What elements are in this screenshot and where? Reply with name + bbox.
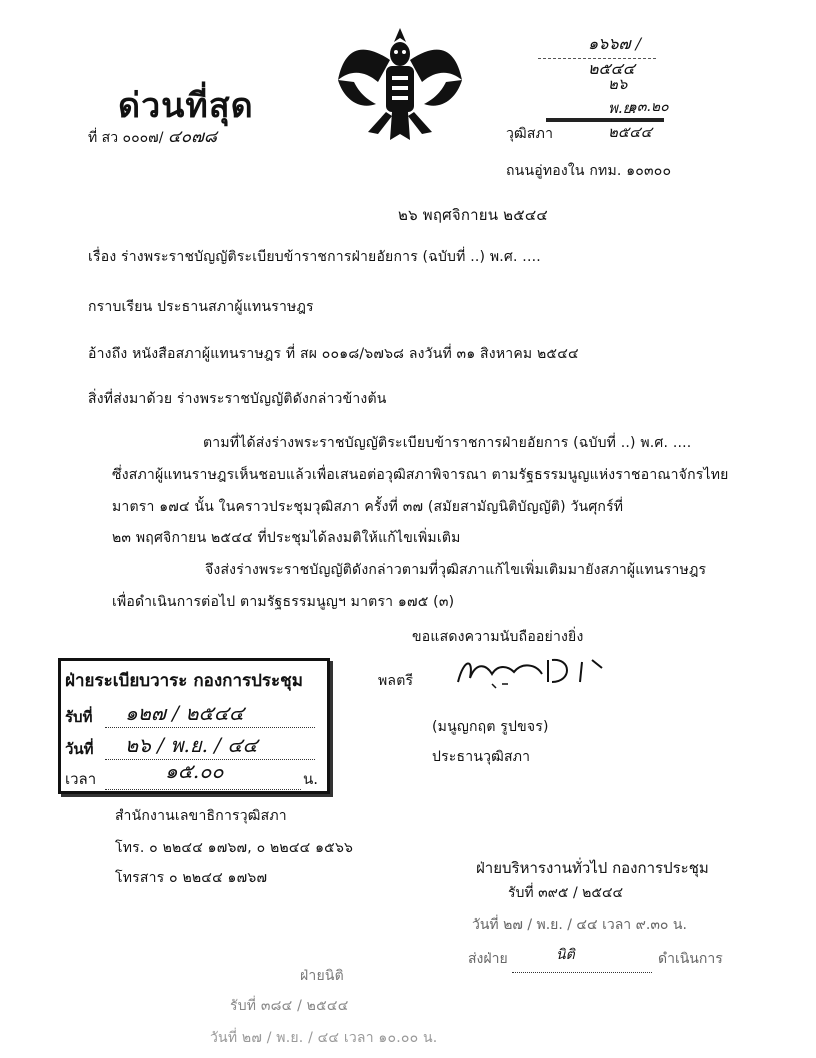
signer-rank: พลตรี <box>378 673 414 689</box>
closing: ขอแสดงความนับถืออย่างยิ่ง <box>412 629 584 645</box>
legal-division-stamp <box>210 965 470 1055</box>
urgency-heading: ด่วนที่สุด <box>118 86 254 126</box>
reference-line: อ้างถึง หนังสือสภาผู้แทนราษฎร ที่ สผ ๐๐๑๘/๖๗๖๘ ลงวันที่ ๓๑ สิงหาคม ๒๕๔๔ <box>88 346 579 362</box>
salutation: กราบเรียน ประธานสภาผู้แทนราษฎร <box>88 299 314 315</box>
admin-stamp-datetime: วันที่ ๒๗ / พ.ย. / ๔๔ เวลา ๙.๓๐ น. <box>472 917 687 933</box>
body-p1-line1: ตามที่ได้ส่งร่างพระราชบัญญัติระเบียบข้าราชการฝ่ายอัยการ (ฉบับที่ ..) พ.ศ. .... <box>203 435 692 451</box>
receipt-label: รับที่ <box>65 708 93 726</box>
legal-stamp-received: รับที่ ๓๘๔ / ๒๕๔๔ <box>230 998 349 1014</box>
footer-phone: โทร. ๐ ๒๒๔๔ ๑๗๖๗, ๐ ๒๒๔๔ ๑๕๖๖ <box>115 840 354 856</box>
receipt-number: ๑๒๗ / ๒๕๔๔ <box>125 701 244 725</box>
body-p1-line3: มาตรา ๑๗๔ นั้น ในคราวประชุมวุฒิสภา ครั้งที่ ๓๗ (สมัยสามัญนิติบัญญัติ) วันศุกร์ที่ <box>112 499 624 515</box>
time-suffix: น. <box>303 770 319 788</box>
receipt-time: ๑๕.๐๐ <box>165 759 224 783</box>
admin-assign-suffix: ดำเนินการ <box>658 951 723 967</box>
admin-stamp-title: ฝ่ายบริหารงานทั่วไป กองการประชุม <box>476 859 709 877</box>
stamp-date: ๒๖ พ.ย. ๒๕๔๔ <box>608 75 652 141</box>
enclosure-line: สิ่งที่ส่งมาด้วย ร่างพระราชบัญญัติดังกล่าวข้างต้น <box>88 391 387 407</box>
handwritten-signature <box>452 652 622 692</box>
legal-stamp-title: ฝ่ายนิติ <box>300 968 344 984</box>
time-label: เวลา <box>65 770 97 788</box>
ref-prefix: ที่ สว ๐๐๐๗/ <box>88 130 164 146</box>
signer-name: (มนูญกฤต รูปขจร) <box>432 719 549 735</box>
ref-number-handwritten: ๔๐๗๘ <box>167 127 218 147</box>
sender-org: วุฒิสภา <box>506 126 554 142</box>
admin-assign-label: ส่งฝ่าย <box>468 951 508 967</box>
general-admin-stamp <box>468 852 728 992</box>
garuda-emblem <box>330 20 470 150</box>
stamp-time: ๑๓.๒๐ <box>628 99 669 115</box>
date-label: วันที่ <box>65 740 94 758</box>
legal-stamp-datetime: วันที่ ๒๗ / พ.ย. / ๔๔ เวลา ๑๐.๐๐ น. <box>210 1030 438 1046</box>
stamp-number: ๑๖๖๗ /๒๕๔๔ <box>588 34 641 78</box>
body-p1-line4: ๒๓ พฤศจิกายน ๒๕๔๔ ที่ประชุมได้ลงมติให้แก้ไขเพิ่มเติม <box>112 530 461 546</box>
sender-address: ถนนอู่ทองใน กทม. ๑๐๓๐๐ <box>506 163 672 179</box>
body-p2-line1: จึงส่งร่างพระราชบัญญัติดังกล่าวตามที่วุฒิสภาแก้ไขเพิ่มเติมมายังสภาผู้แทนราษฎร <box>205 562 707 578</box>
admin-assign-value: นิติ <box>556 947 575 963</box>
body-p1-line2: ซึ่งสภาผู้แทนราษฎรเห็นชอบแล้วเพื่อเสนอต่อวุฒิสภาพิจารณา ตามรัฐธรรมนูญแห่งราชอาณาจักรไทย <box>112 467 729 483</box>
receipt-stamp-title: ฝ่ายระเบียบวาระ กองการประชุม <box>65 671 303 691</box>
signer-title: ประธานวุฒิสภา <box>432 749 531 765</box>
footer-fax: โทรสาร ๐ ๒๒๔๔ ๑๗๖๗ <box>115 870 268 886</box>
subject-line: เรื่อง ร่างพระราชบัญญัติระเบียบข้าราชการฝ่ายอัยการ (ฉบับที่ ..) พ.ศ. .... <box>88 249 541 265</box>
body-p2-line2: เพื่อดำเนินการต่อไป ตามรัฐธรรมนูญฯ มาตรา ๑๗๕ (๓) <box>112 594 455 610</box>
footer-office: สำนักงานเลขาธิการวุฒิสภา <box>115 808 287 824</box>
letter-date: ๒๖ พฤศจิกายน ๒๕๔๔ <box>398 206 548 224</box>
reference-number <box>88 123 217 150</box>
agenda-receipt-stamp <box>58 658 330 794</box>
receipt-date: ๒๖ / พ.ย. / ๔๔ <box>125 733 258 757</box>
admin-stamp-received: รับที่ ๓๙๕ / ๒๕๔๔ <box>508 885 624 901</box>
